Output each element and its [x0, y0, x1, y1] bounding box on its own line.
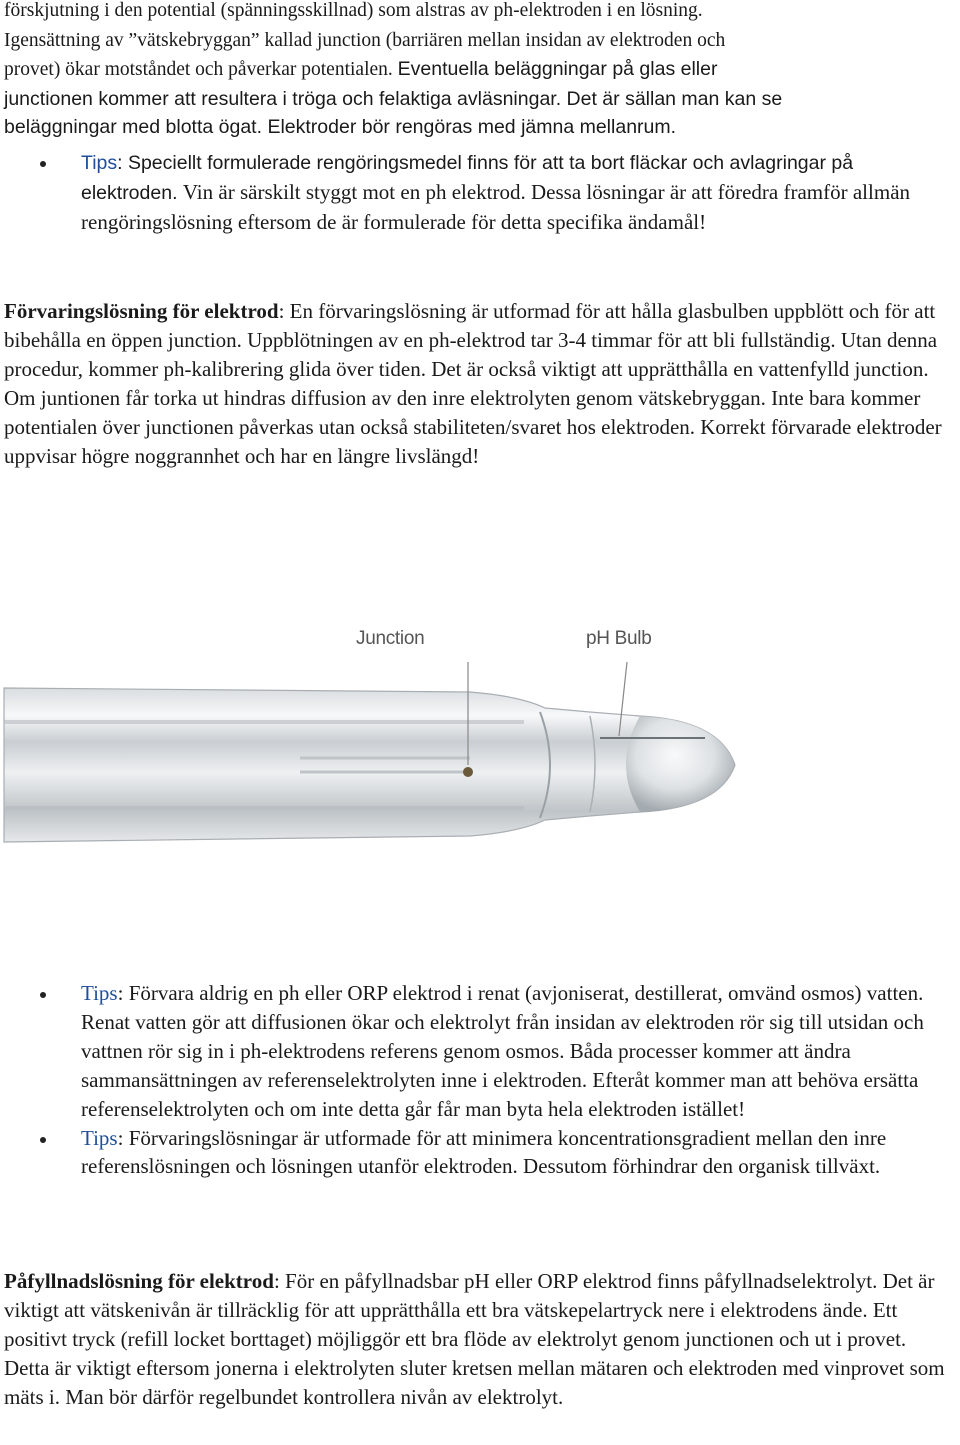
refill-text: : För en påfyllnadsbar pH eller ORP elektrod finns påfyllnadselektrolyt. Det är viktigt att vätskenivån är tillräcklig för att upprätthålla ett bra vätskepelartryck nere i elektrodens ände. Ett positivt tryck (refill locket borttaget) möjliggör ett bra flöde av elektrolyt genom junctionen och ut i provet. Detta är viktigt eftersom jonerna i elektrolyten sluter kretsen mellan mätaren och elektroden med vinprovet som mäts i. Man bör därför regelbundet kontrollera nivån av elektrolyt. [4, 1269, 945, 1409]
intro-line-5: beläggningar med blotta ögat. Elektroder bör rengöras med jämna mellanrum. [4, 116, 677, 138]
tip-text: : Förvaringslösningar är utformade för att minimera koncentrationsgradient mellan den inre referenslösningen och lösningen utanför elektroden. Dessutom förhindrar den organisk tillväxt. [81, 1125, 887, 1179]
tips-label: Tips [81, 1125, 118, 1150]
electrode-image [0, 600, 960, 900]
cleaning-tips-list [0, 149, 951, 237]
bullet-icon [40, 1137, 46, 1143]
intro-line-3a: provet) ökar motståndet och påverkar potentialen. [4, 59, 398, 80]
list-item [0, 979, 951, 1124]
list-item [0, 1124, 951, 1182]
electrode-figure [0, 600, 960, 900]
ph-bulb-label: pH Bulb [586, 628, 652, 649]
intro-paragraph [4, 0, 952, 142]
intro-line-3b: Eventuella beläggningar på glas eller [397, 58, 718, 80]
storage-paragraph [4, 297, 954, 470]
tip-text: : Förvara aldrig en ph eller ORP elektrod i renat (avjoniserat, destillerat, omvänd osmos) vatten. Renat vatten gör att diffusionen ökar och elektrolyt från insidan av elektroden rör sig till utsidan och vattnen rör sig in i ph-elektrodens referens genom osmos. Båda processer kommer att ändra sammansättningen av referenselektrolyten inne i elektroden. Efteråt kommer man att behöva ersätta referenselektrolyten och om inte detta går får man byta hela elektroden istället! [81, 981, 924, 1121]
tips-label: Tips [81, 152, 118, 174]
refill-heading: Påfyllnadslösning för elektrod [4, 1269, 274, 1293]
tips-label: Tips [81, 981, 118, 1005]
list-item [0, 149, 951, 237]
storage-text: : En förvaringslösning är utformad för att hålla glasbulben uppblött och för att bibehålla en öppen junction. Uppblötningen av en ph-elektrod tar 3-4 timmar för att bli fullständig. Utan denna procedur, kommer ph-kalibrering glida över tiden. Det är också viktigt att upprätthålla en vattenfylld junction. Om juntionen får torka ut hindras diffusion av den inre elektrolyten genom vätskebryggan. Inte bara kommer potentialen över junctionen påverkas utan också stabiliteten/svaret hos elektroden. Korrekt förvarade elektroder uppvisar högre noggrannhet och har en längre livslängd! [4, 299, 942, 468]
bullet-icon [40, 161, 46, 167]
intro-line-4: junctionen kommer att resultera i tröga och felaktiga avläsningar. Det är sällan man kan se [4, 87, 783, 110]
junction-label: Junction [356, 628, 425, 649]
storage-tips-list [0, 979, 951, 1181]
refill-paragraph [4, 1267, 954, 1412]
tip-text: : Speciellt formulerade rengöringsmedel finns för att ta bort fläckar och avlagringar på elektroden. [81, 152, 854, 204]
intro-line-2: Igensättning av ”vätskebryggan” kallad junction (barriären mellan insidan av elektroden och [4, 29, 726, 51]
bullet-icon [40, 992, 46, 998]
intro-line-1: förskjutning i den potential (spänningsskillnad) som alstras av ph-elektroden i en lösning. [4, 0, 703, 21]
junction-dot [463, 767, 473, 777]
storage-heading: Förvaringslösning för elektrod [4, 299, 279, 323]
tip-text-serif: Vin är särskilt styggt mot en ph elektrod. Dessa lösningar är att föredra framför allmän rengöringslösning eftersom de är formulerade för detta specifika ändamål! [81, 179, 911, 234]
